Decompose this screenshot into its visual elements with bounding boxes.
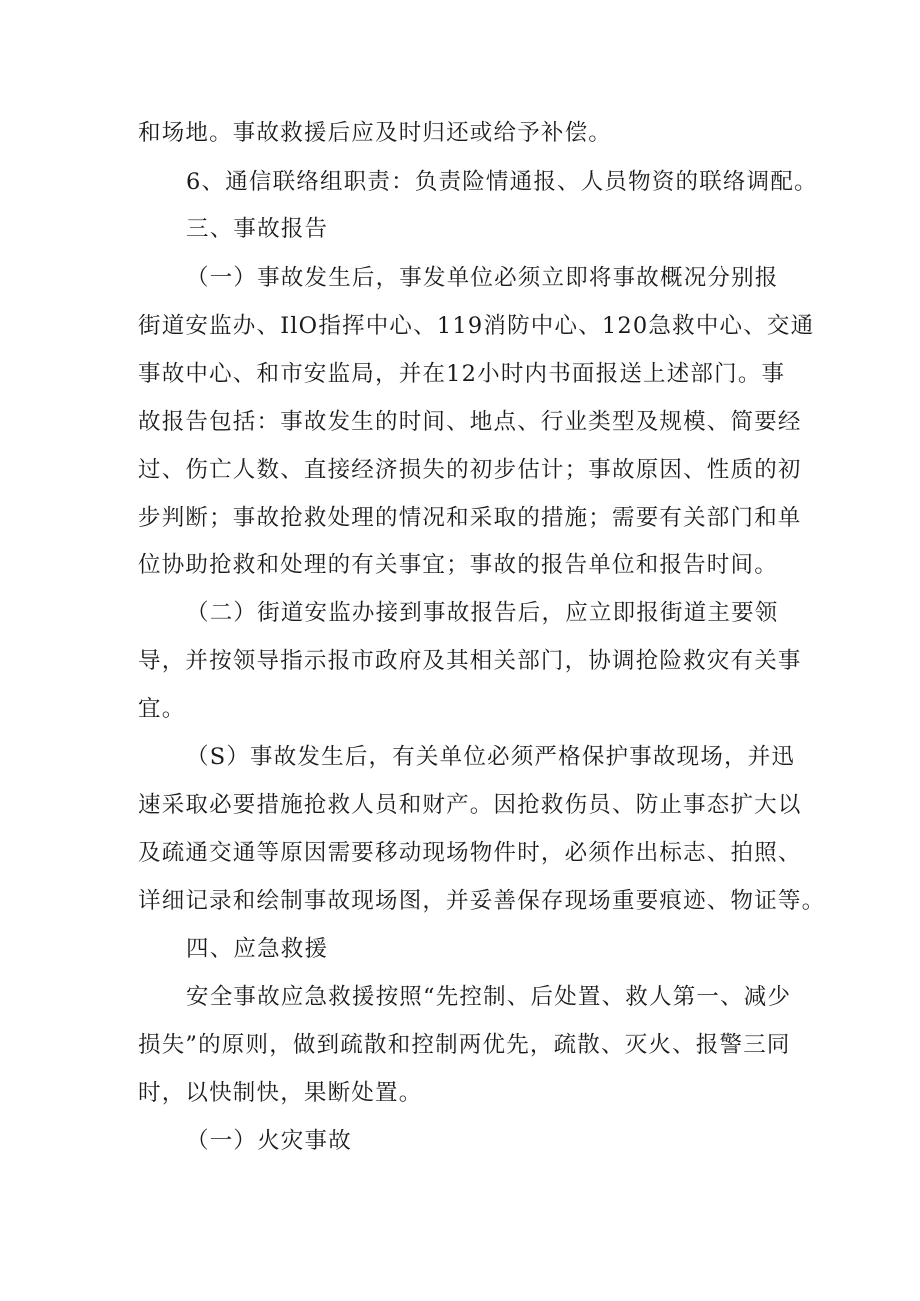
text-line-17: 详细记录和绘制事故现场图，并妥善保存现场重要痕迹、物证等。 bbox=[138, 888, 826, 914]
text-line-11: （二）街道安监办接到事故报告后，应立即报街道主要领 bbox=[186, 600, 779, 626]
text-line-5: 街道安监办、IlO指挥中心、119消防中心、120急救中心、交通 bbox=[138, 313, 815, 339]
text-line-9: 步判断；事故抢救处理的情况和采取的措施；需要有关部门和单 bbox=[138, 505, 802, 531]
text-line-10: 位协助抢救和处理的有关事宜；事故的报告单位和报告时间。 bbox=[138, 552, 778, 578]
text-line-21: 时，以快制快，果断处置。 bbox=[138, 1080, 423, 1106]
section-heading-accident-report: 三、事故报告 bbox=[186, 216, 329, 242]
subsection-heading-fire-accident: （一）火灾事故 bbox=[186, 1128, 352, 1154]
text-line-20: 损失”的原则，做到疏散和控制两优先，疏散、灭火、报警三同 bbox=[138, 1032, 791, 1058]
text-line-16: 及疏通交通等原因需要移动现场物件时，必须作出标志、拍照、 bbox=[138, 840, 802, 866]
text-line-14: （S）事故发生后，有关单位必须严格保护事故现场，并迅 bbox=[186, 744, 796, 770]
text-line-4: （一）事故发生后，事发单位必须立即将事故概况分别报 bbox=[186, 265, 779, 291]
text-line-6: 事故中心、和市安监局，并在12小时内书面报送上述部门。事 bbox=[138, 361, 786, 387]
text-line-15: 速采取必要措施抢救人员和财产。因抢救伤员、防止事态扩大以 bbox=[138, 792, 802, 818]
text-line-8: 过、伤亡人数、直接经济损失的初步估计；事故原因、性质的初 bbox=[138, 457, 802, 483]
text-line-12: 导，并按领导指示报市政府及其相关部门，协调抢险救灾有关事 bbox=[138, 648, 802, 674]
text-line-1: 和场地。事故救援后应及时归还或给予补偿。 bbox=[138, 120, 613, 146]
text-line-19: 安全事故应急救援按照“先控制、后处置、救人第一、减少 bbox=[186, 984, 792, 1010]
section-heading-emergency-rescue: 四、应急救援 bbox=[186, 936, 329, 962]
text-line-7: 故报告包括：事故发生的时间、地点、行业类型及规模、简要经 bbox=[138, 409, 802, 435]
text-line-13: 宜。 bbox=[138, 696, 186, 722]
text-line-2: 6、通信联络组职责：负责险情通报、人员物资的联络调配。 bbox=[186, 169, 818, 195]
